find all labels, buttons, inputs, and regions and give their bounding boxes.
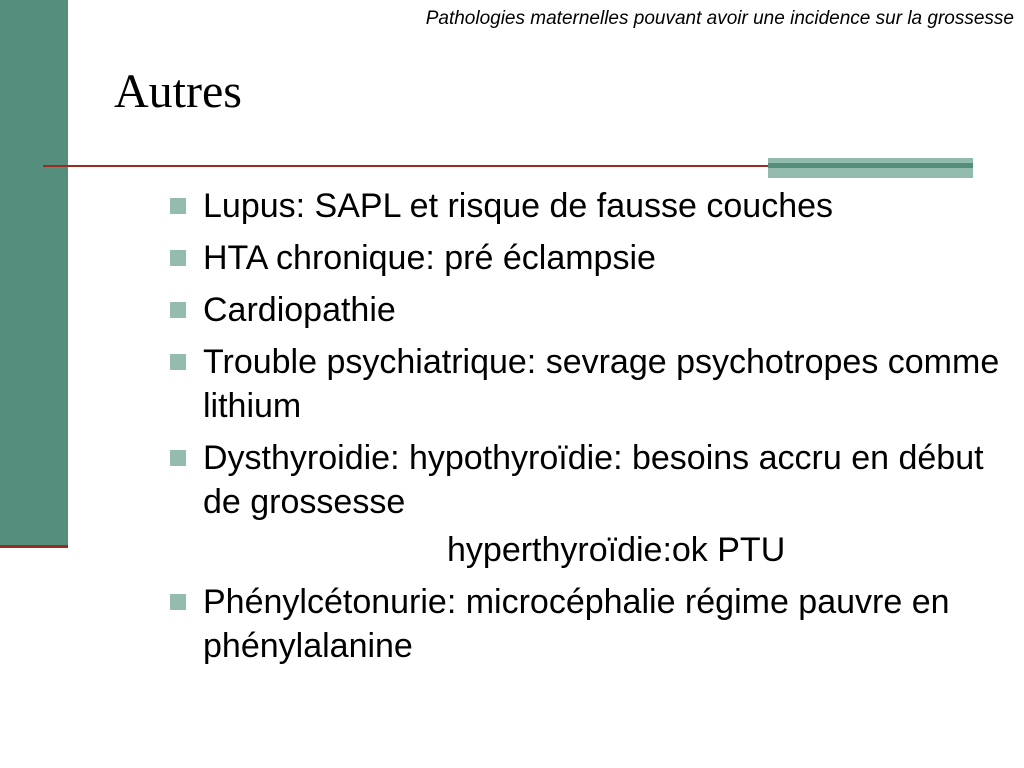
accent-bar (768, 158, 973, 178)
list-item (164, 580, 1014, 668)
accent-bar-stripe (768, 163, 973, 168)
list-item (164, 184, 1014, 228)
list-item-text: Phénylcétonurie: microcéphalie régime pauvre en phénylalanine (203, 583, 950, 665)
square-bullet-icon (170, 354, 186, 370)
square-bullet-icon (170, 450, 186, 466)
list-item-text: HTA chronique: pré éclampsie (203, 239, 656, 277)
list-item-text: Cardiopathie (203, 291, 396, 329)
list-item (164, 236, 1014, 280)
side-band (0, 0, 68, 545)
list-item (164, 288, 1014, 332)
square-bullet-icon (170, 594, 186, 610)
square-bullet-icon (170, 302, 186, 318)
list-item (164, 340, 1014, 428)
list-item-text: Trouble psychiatrique: sevrage psychotropes comme lithium (203, 343, 1000, 425)
slide-title: Autres (114, 65, 242, 118)
list-item-continuation: hyperthyroïdie:ok PTU (447, 531, 786, 569)
list-item (164, 436, 1014, 524)
square-bullet-icon (170, 250, 186, 266)
side-band-divider (0, 545, 68, 548)
bullet-list (164, 184, 1014, 676)
square-bullet-icon (170, 198, 186, 214)
list-item-text: Dysthyroidie: hypothyroïdie: besoins accru en début de grossesse (203, 439, 984, 521)
list-item-text: Lupus: SAPL et risque de fausse couches (203, 187, 834, 225)
slide-header: Pathologies maternelles pouvant avoir une incidence sur la grossesse (425, 8, 1014, 29)
